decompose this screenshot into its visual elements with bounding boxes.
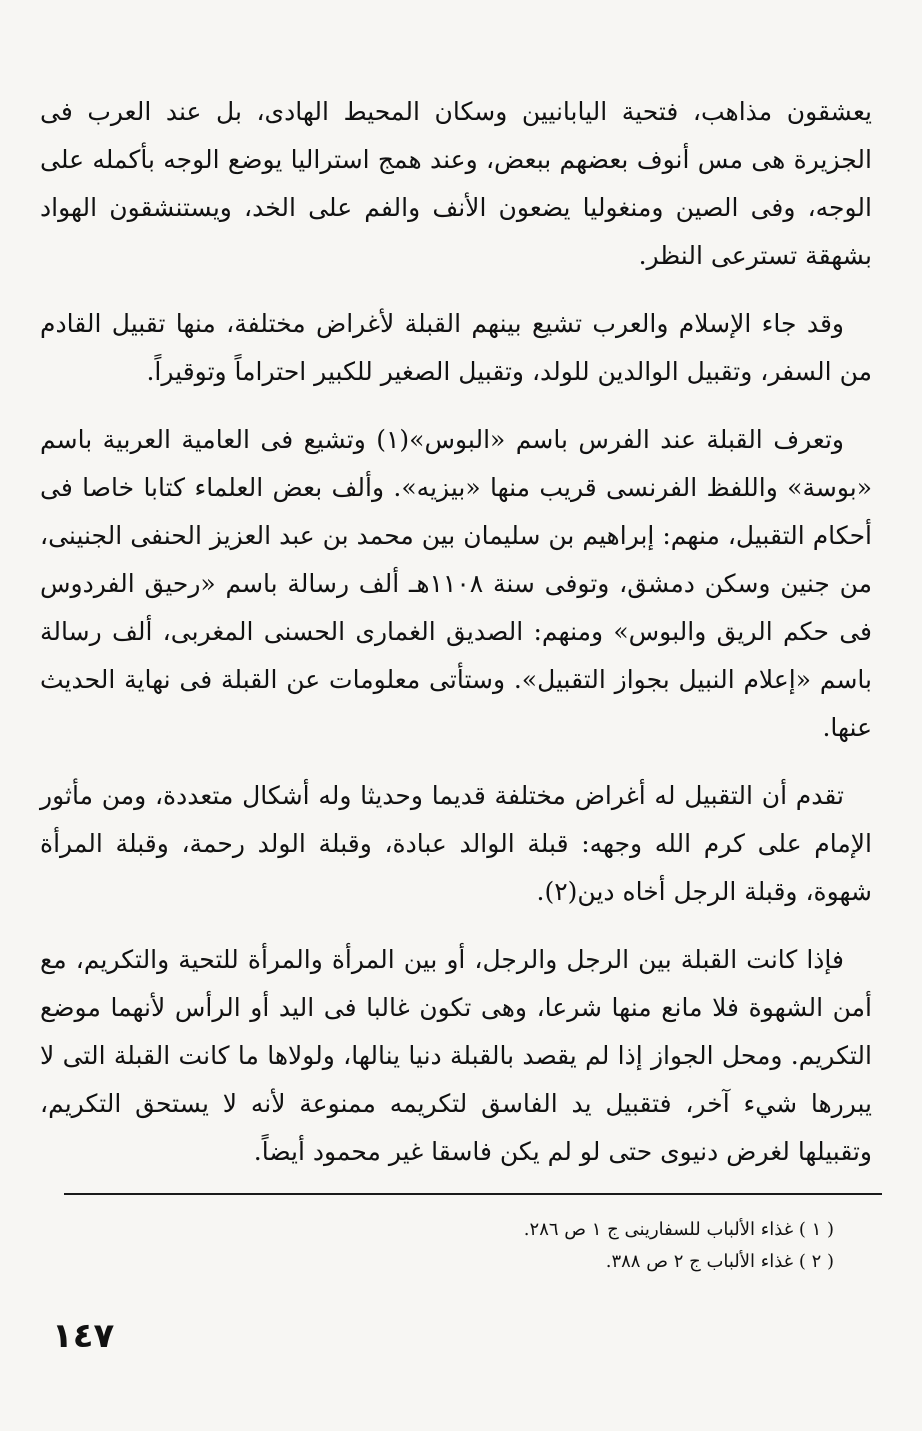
page-body bbox=[40, 88, 872, 1196]
paragraph-4: تقدم أن التقبيل له أغراض مختلفة قديما وحديثا وله أشكال متعددة، ومن مأثور الإمام على كرم الله وجهه: قبلة الوالد عبادة، وقبلة الولد رحمة، وقبلة المرأة شهوة، وقبلة الرجل أخاه دين(٢). bbox=[40, 781, 872, 906]
footnote-2: ( ٢ ) غذاء الألباب ج ٢ ص ٣٨٨. bbox=[605, 1251, 834, 1272]
footnote-1: ( ١ ) غذاء الألباب للسفارينى ج ١ ص ٢٨٦. bbox=[523, 1219, 834, 1240]
paragraph-1: يعشقون مذاهب، فتحية اليابانيين وسكان المحيط الهادى، بل عند العرب فى الجزيرة هى مس أنوف بعضهم ببعض، وعند همج استراليا يوضع الوجه بأكمله على الوجه، وفى الصين ومنغوليا يضعون الأنف والفم على الخد، ويستنشقون الهواد بشهقة تسترعى النظر. bbox=[40, 97, 872, 270]
paragraph-3: وتعرف القبلة عند الفرس باسم «البوس»(١) وتشيع فى العامية العربية باسم «بوسة» واللفظ الفرنسى قريب منها «بيزيه». وألف بعض العلماء كتابا خاصا فى أحكام التقبيل، منهم: إبراهيم بن سليمان بين محمد بن عبد العزيز الحنفى الجنينى، من جنين وسكن دمشق، وتوفى سنة ١١٠٨هـ ألف رسالة باسم «رحيق الفردوس فى حكم الريق والبوس» ومنهم: الصديق الغمارى الحسنى المغربى، ألف رسالة باسم «إعلام النبيل بجواز التقبيل». وستأتى معلومات عن القبلة فى نهاية الحديث عنها. bbox=[40, 425, 872, 742]
paragraph-2: وقد جاء الإسلام والعرب تشيع بينهم القبلة لأغراض مختلفة، منها تقبيل القادم من السفر، وتقبيل الوالدين للولد، وتقبيل الصغير للكبير احتراماً وتوقيراً. bbox=[40, 309, 872, 386]
footnotes bbox=[74, 1214, 834, 1278]
footnote-divider bbox=[64, 1193, 882, 1195]
paragraph-5: فإذا كانت القبلة بين الرجل والرجل، أو بين المرأة والمرأة للتحية والتكريم، مع أمن الشهوة فلا مانع منها شرعا، وهى تكون غالبا فى اليد أو الرأس لأنهما موضع التكريم. ومحل الجواز إذا لم يقصد بالقبلة دنيا ينالها، ولولاها ما كانت القبلة التى لا يبررها شيء آخر، فتقبيل يد الفاسق لتكريمه ممنوعة لأنه لا يستحق التكريم، وتقبيلها لغرض دنيوى حتى لو لم يكن فاسقا غير محمود أيضاً. bbox=[40, 945, 872, 1166]
page-number: ١٤٧ bbox=[52, 1316, 115, 1356]
